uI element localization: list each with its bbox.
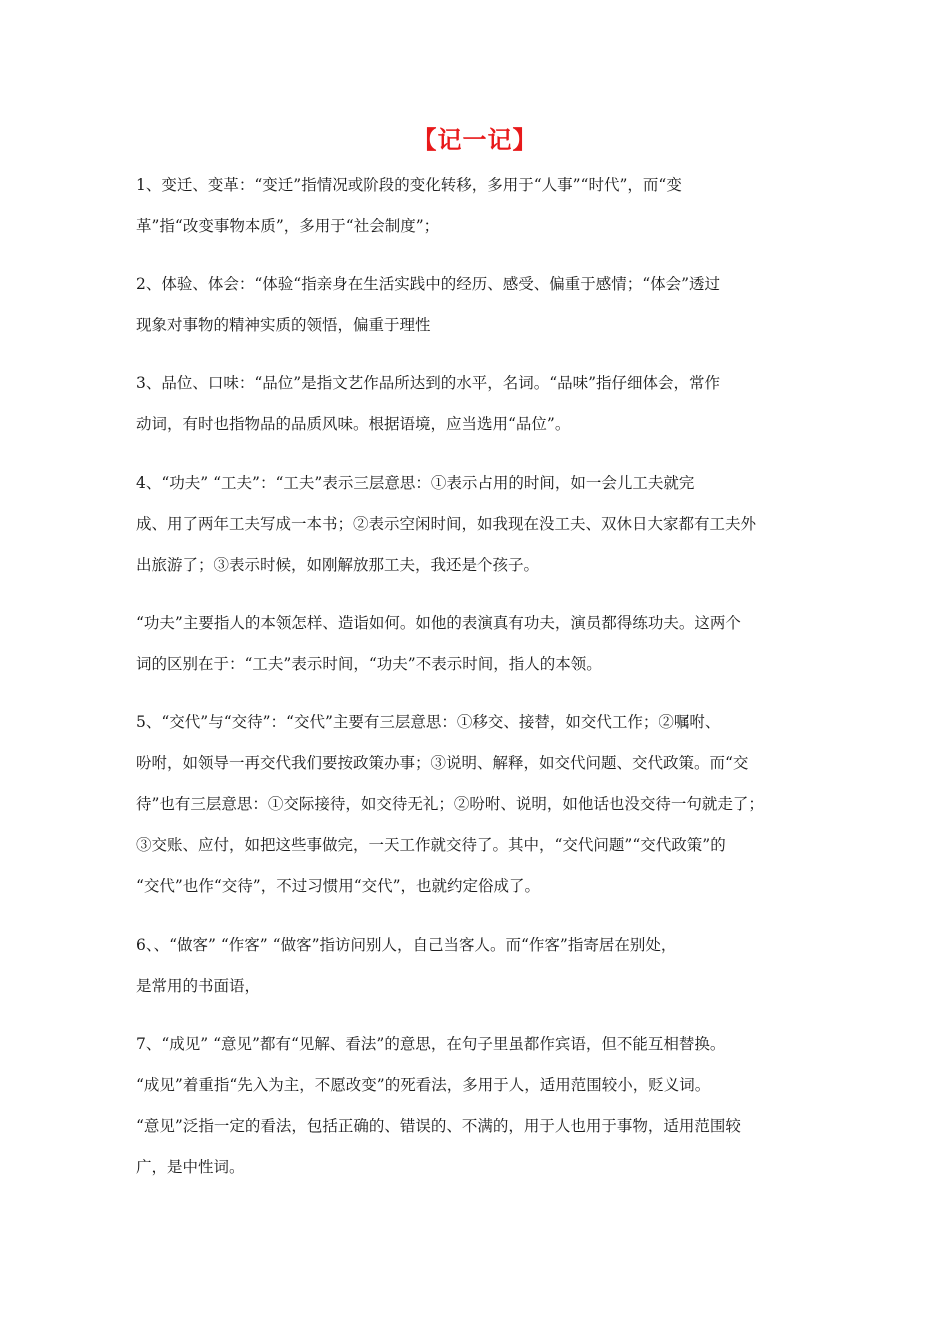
text-line: 5、“交代”与“交待”：“交代”主要有三层意思：①移交、接替，如交代工作；②嘱咐、 xyxy=(136,713,721,731)
text-line: 6、、“做客” “作客” “做客”指访问别人，自己当客人。而“作客”指寄居在别处， xyxy=(136,936,677,954)
text-line: 革”指“改变事物本质”，多用于“社会制度”； xyxy=(136,217,440,235)
paragraph-3 xyxy=(136,373,826,434)
text-line: 词的区别在于：“工夫”表示时间，“功夫”不表示时间，指人的本领。 xyxy=(136,655,602,673)
paragraph-1 xyxy=(136,175,826,236)
paragraph-5 xyxy=(136,613,826,674)
paragraph-6 xyxy=(136,712,826,896)
text-line: 1、变迁、变革：“变迁”指情况或阶段的变化转移，多用于“人事”“时代”，而“变 xyxy=(136,176,682,194)
text-line: 吩咐，如领导一再交代我们要按政策办事；③说明、解释，如交代问题、交代政策。而“交 xyxy=(136,754,749,772)
text-line: 2、体验、体会：“体验“指亲身在生活实践中的经历、感受、偏重于感情；“体会”透过 xyxy=(136,275,721,293)
text-line: 现象对事物的精神实质的领悟，偏重于理性 xyxy=(136,316,431,334)
paragraph-2 xyxy=(136,274,826,335)
text-line: 待”也有三层意思：①交际接待，如交待无礼；②吩咐、说明，如他话也没交待一句就走了； xyxy=(136,795,764,813)
paragraph-4 xyxy=(136,473,826,575)
text-line: “功夫”主要指人的本领怎样、造诣如何。如他的表演真有功夫，演员都得练功夫。这两个 xyxy=(136,614,741,632)
text-line: 3、品位、口味：“品位”是指文艺作品所达到的水平，名词。“品味”指仔细体会，常作 xyxy=(136,374,721,392)
page-title: 【记一记】 xyxy=(412,126,538,154)
text-line: “意见”泛指一定的看法，包括正确的、错误的、不满的，用于人也用于事物，适用范围较 xyxy=(136,1117,741,1135)
text-line: “交代”也作“交待”，不过习惯用“交代”，也就约定俗成了。 xyxy=(136,877,541,895)
text-line: 4、“功夫” “工夫”：“工夫”表示三层意思：①表示占用的时间，如一会儿工夫就完 xyxy=(136,474,695,492)
text-line: 是常用的书面语， xyxy=(136,977,261,995)
paragraph-7 xyxy=(136,935,826,996)
text-line: “成见”着重指“先入为主，不愿改变”的死看法，多用于人，适用范围较小，贬义词。 xyxy=(136,1076,711,1094)
text-line: 动词，有时也指物品的品质风味。根据语境，应当选用“品位”。 xyxy=(136,415,571,433)
text-line: 7、“成见” “意见”都有“见解、看法”的意思，在句子里虽都作宾语，但不能互相替换。 xyxy=(136,1035,726,1053)
text-line: 成、用了两年工夫写成一本书；②表示空闲时间，如我现在没工夫、双休日大家都有工夫外 xyxy=(136,515,757,533)
text-line: ③交账、应付，如把这些事做完，一天工作就交待了。其中，“交代问题”“交代政策”的 xyxy=(136,836,726,854)
text-line: 广，是中性词。 xyxy=(136,1158,245,1176)
text-line: 出旅游了；③表示时候，如刚解放那工夫，我还是个孩子。 xyxy=(136,556,540,574)
paragraph-8 xyxy=(136,1034,826,1177)
